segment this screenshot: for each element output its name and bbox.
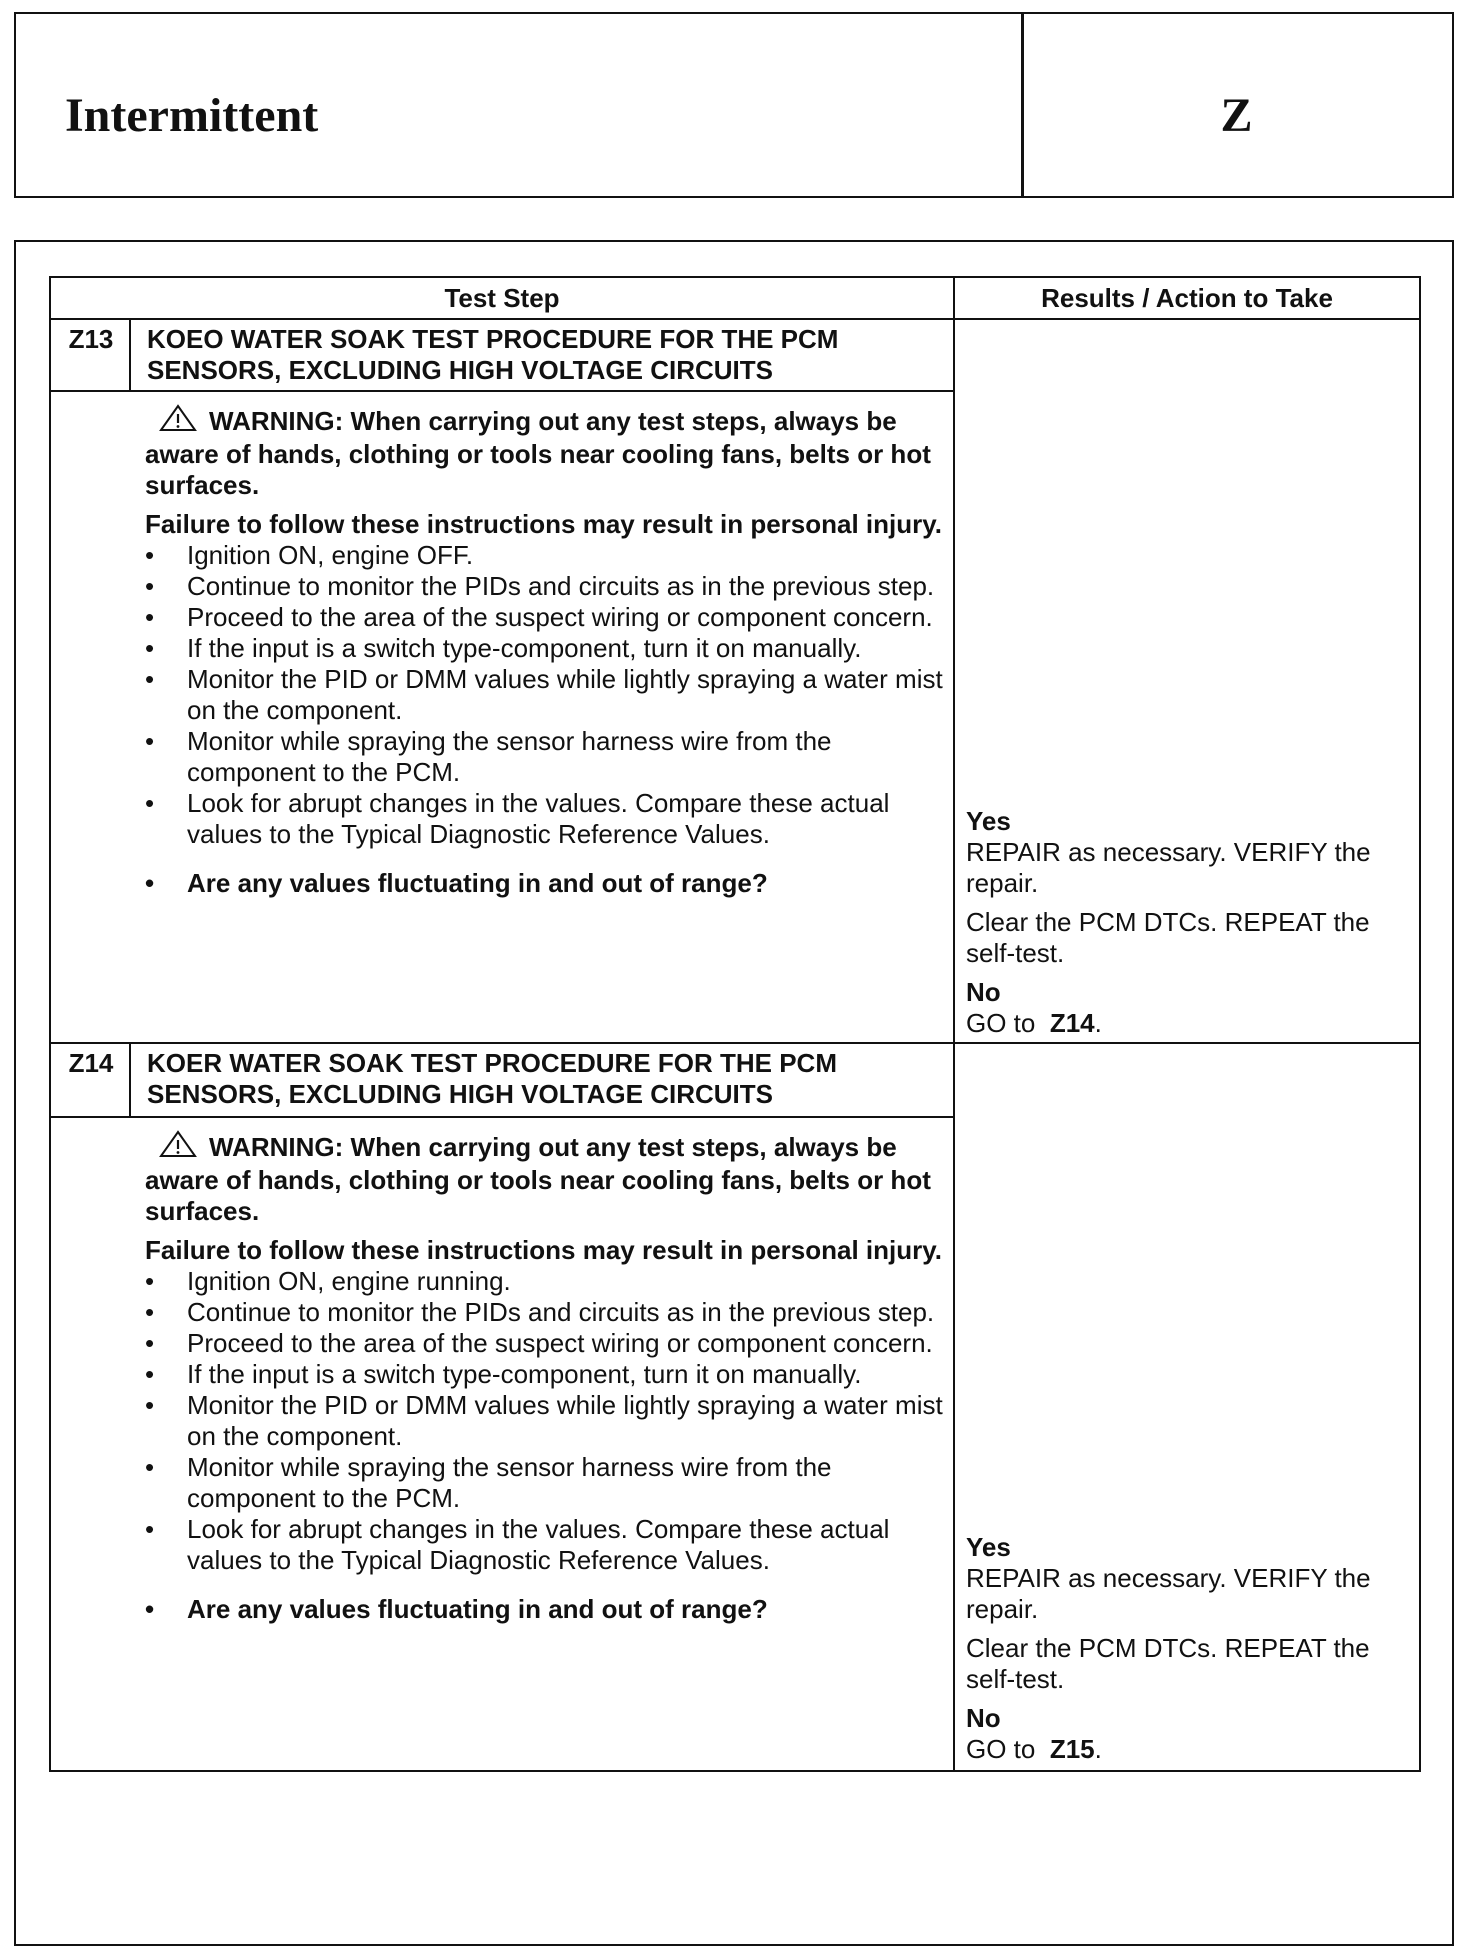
title-rule-z14 [51,1116,953,1118]
warning-text [145,1130,955,1227]
question: • Are any values fluctuating in and out of range? [145,1594,955,1625]
list-item: • Proceed to the area of the suspect wiring or component concern. [145,1328,955,1359]
list-item: • Look for abrupt changes in the values. Compare these actual values to the Typical Diagnostic Reference Values. [145,788,955,850]
goto-link[interactable]: Z15 [1049,1734,1095,1764]
warning-icon [159,404,197,439]
title-rule-z13 [51,390,953,392]
goto-link[interactable]: Z14 [1049,1008,1095,1038]
no-suffix: . [1094,1734,1102,1764]
yes-label: Yes [966,806,1011,836]
no-prefix: GO to [966,1734,1036,1764]
step-title: KOER WATER SOAK TEST PROCEDURE FOR THE PCM SENSORS, EXCLUDING HIGH VOLTAGE CIRCUITS [147,1048,837,1109]
list-item: • Ignition ON, engine running. [145,1266,955,1297]
warning-message: WARNING: When carrying out any test steps, always be aware of hands, clothing or tools near cooling fans, belts or hot surfaces. [145,406,931,500]
list-item: • Ignition ON, engine OFF. [145,540,955,571]
section-code: Z [1220,89,1253,142]
list-item: • Proceed to the area of the suspect wiring or component concern. [145,602,955,633]
list-item: • Monitor the PID or DMM values while lightly spraying a water mist on the component. [145,1390,955,1452]
yes-action: REPAIR as necessary. VERIFY the repair. [966,837,1371,898]
no-action [966,1008,1416,1039]
no-prefix: GO to [966,1008,1036,1038]
list-item: • Monitor while spraying the sensor harness wire from the component to the PCM. [145,1452,955,1514]
step-body [145,404,955,899]
list-item: • If the input is a switch type-component, turn it on manually. [145,1359,955,1390]
list-item: • Continue to monitor the PIDs and circuits as in the previous step. [145,1297,955,1328]
page-header [14,12,1454,198]
list-item: • Monitor the PID or DMM values while lightly spraying a water mist on the component. [145,664,955,726]
failure-text: Failure to follow these instructions may result in personal injury. [145,509,942,539]
yes-label: Yes [966,1532,1011,1562]
list-item: • If the input is a switch type-component, turn it on manually. [145,633,955,664]
results-cell [966,1532,1416,1765]
list-item: • Monitor while spraying the sensor harness wire from the component to the PCM. [145,726,955,788]
row-rule [51,1042,1419,1044]
no-suffix: . [1094,1008,1102,1038]
no-label: No [966,1703,1001,1733]
column-header-test-step: Test Step [444,283,560,313]
list-item: • Continue to monitor the PIDs and circuits as in the previous step. [145,571,955,602]
warning-message: WARNING: When carrying out any test steps, always be aware of hands, clothing or tools near cooling fans, belts or hot surfaces. [145,1132,931,1226]
no-label: No [966,977,1001,1007]
step-title: KOEO WATER SOAK TEST PROCEDURE FOR THE PCM SENSORS, EXCLUDING HIGH VOLTAGE CIRCUITS [147,324,839,385]
yes-action-2: Clear the PCM DTCs. REPEAT the self-test. [966,907,1370,968]
list-item: • Look for abrupt changes in the values. Compare these actual values to the Typical Diagnostic Reference Values. [145,1514,955,1576]
header-rule [51,318,1419,320]
results-cell [966,806,1416,1039]
test-step-table [49,276,1421,1772]
section-title: Intermittent [65,89,319,142]
yes-action-2: Clear the PCM DTCs. REPEAT the self-test. [966,1633,1370,1694]
column-header-results: Results / Action to Take [1041,283,1333,313]
step-list [145,540,955,899]
warning-icon [159,1130,197,1165]
failure-text: Failure to follow these instructions may result in personal injury. [145,1235,942,1265]
yes-action: REPAIR as necessary. VERIFY the repair. [966,1563,1371,1624]
step-list [145,1266,955,1625]
step-id: Z14 [68,1048,114,1078]
question: • Are any values fluctuating in and out of range? [145,868,955,899]
warning-text [145,404,955,501]
step-id: Z13 [68,324,114,354]
no-action [966,1734,1416,1765]
step-body [145,1130,955,1625]
